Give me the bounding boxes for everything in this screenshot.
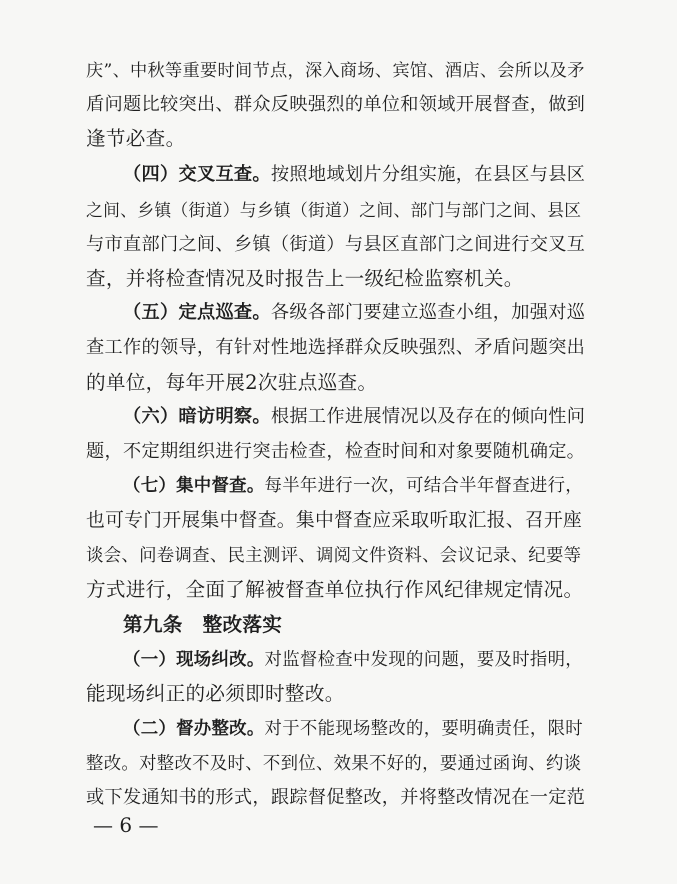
line-text: 庆”、中秋等重要时间节点，深入商场、宾馆、酒店、会所以及矛 <box>86 61 585 81</box>
item-heading: （二）督办整改。 <box>123 719 265 739</box>
line-text: 逢节必查。 <box>86 127 186 150</box>
line-text: 题，不定期组织进行突击检查，检查时间和对象要随机确定。 <box>86 441 586 462</box>
paragraph-line <box>123 471 586 501</box>
text-line <box>86 368 586 398</box>
line-text: 按照地域划片分组实施，在县区与县区 <box>270 164 586 185</box>
item-heading: （一）现场纠改。 <box>123 650 265 670</box>
line-text: 各级各部门要建立巡查小组，加强对巡 <box>270 302 586 323</box>
item-heading: （七）集中督查。 <box>123 476 265 496</box>
line-text: 查工作的领导，有针对性地选择群众反映强烈、矛盾问题突出 <box>86 337 586 358</box>
item-heading: （四）交叉互查。 <box>123 164 271 185</box>
line-text: 的单位，每年开展2次驻点巡查。 <box>86 371 378 394</box>
text-line <box>86 506 586 536</box>
paragraph-line <box>123 160 586 190</box>
line-text: 盾问题比较突出、群众反映强烈的单位和领域开展督查，做到 <box>86 94 586 115</box>
text-line <box>86 56 586 86</box>
paragraph-line <box>123 645 586 675</box>
article-heading <box>123 610 586 640</box>
line-text: 查，并将检查情况及时报告上一级纪检监察机关。 <box>86 267 524 290</box>
line-text: 之间、乡镇（街道）与乡镇（街道）之间、部门与部门之间、县区 <box>86 200 582 220</box>
line-text: 能现场纠正的必须即时整改。 <box>86 682 345 705</box>
text-line <box>86 90 586 120</box>
text-line <box>86 333 586 363</box>
page-number: — 6 — <box>93 813 159 837</box>
line-text: 对于不能现场整改的，要明确责任，限时 <box>264 719 583 739</box>
text-line <box>86 195 586 225</box>
line-text: 谈会、问卷调查、民主测评、调阅文件资料、会议记录、纪要等 <box>86 546 582 566</box>
line-text: 与市直部门之间、乡镇（街道）与县区直部门之间进行交叉互 <box>86 234 586 255</box>
text-line <box>86 749 586 779</box>
paragraph-line <box>123 298 586 328</box>
line-text: 对监督检查中发现的问题，要及时指明， <box>264 650 583 670</box>
text-line <box>86 264 586 294</box>
item-heading: （五）定点巡查。 <box>123 302 271 323</box>
line-text: 或下发通知书的形式，跟踪督促整改，并将整改情况在一定范 <box>86 787 586 808</box>
text-line <box>86 783 586 813</box>
paragraph-line <box>123 714 586 744</box>
line-text: 每半年进行一次，可结合半年督查进行， <box>264 476 583 496</box>
line-text: 整改。对整改不及时、不到位、效果不好的，要通过函询、约谈 <box>86 754 582 774</box>
item-heading: （六）暗访明察。 <box>123 406 271 427</box>
text-line <box>86 230 586 260</box>
paragraph-line <box>123 402 586 432</box>
line-text: 方式进行，全面了解被督查单位执行作风纪律规定情况。 <box>86 578 584 601</box>
text-line <box>86 575 586 605</box>
line-text: 也可专门开展集中督查。集中督查应采取听取汇报、召开座 <box>86 510 583 531</box>
article-title: 第九条 整改落实 <box>123 613 283 636</box>
text-line <box>86 124 586 154</box>
text-line <box>86 541 586 571</box>
text-line <box>86 437 586 467</box>
line-text: 根据工作进展情况以及存在的倾向性问 <box>270 406 586 427</box>
text-line <box>86 679 586 709</box>
